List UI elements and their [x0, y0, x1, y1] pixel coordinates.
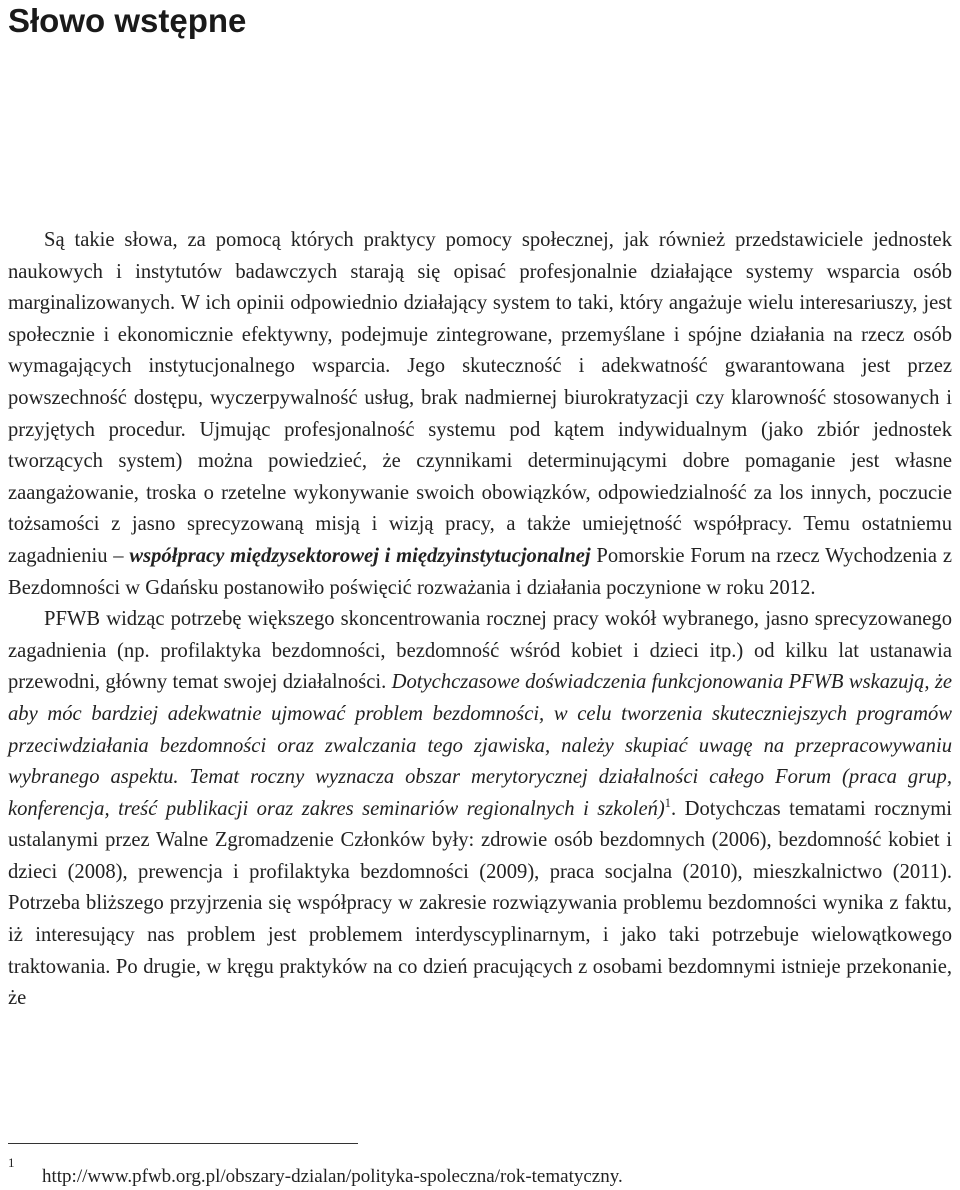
paragraph-1 [8, 225, 952, 604]
paragraph-1-text-b: Pomorskie Forum na rzecz Wychodzenia z Bezdomności w Gdańsku postanowiło poświęcić rozważania i działania poczynione w roku 2012. [8, 544, 952, 599]
paragraph-2-text-a: PFWB widząc potrzebę większego skoncentrowania rocznej pracy wokół wybranego, jasno sprecyzowanego zagadnienia (np. profilaktyka bezdomności, bezdomność wśród kobiet i dzieci itp.) od kilku lat ustanawia przewodni, główny temat swojej działalności. [8, 608, 952, 694]
footnote-link[interactable]: http://www.pfwb.org.pl/obszary-dzialan/polityka-spoleczna/rok-tematyczny. [42, 1166, 623, 1187]
paragraph-1-emphasis: współpracy międzysektorowej i międzyinstytucjonalnej [129, 544, 591, 567]
footnote-reference: 1 [664, 795, 671, 810]
paragraph-2-text-b: . Dotychczas tematami rocznymi ustalanymi przez Walne Zgromadzenie Członków były: zdrowie osób bezdomnych (2006), bezdomność kobiet i dzieci (2008), prewencja i profilaktyka bezdomności (2009), praca socjalna (2010), mieszkalnictwo (2011). Potrzeba bliższego przyjrzenia się współpracy w zakresie rozwiązywania problemu bezdomności wynika z faktu, iż interesujący nas problem jest problemem interdyscyplinarnym, i jako taki potrzebuje wielowątkowego traktowania. Po drugie, w kręgu praktyków na co dzień pracujących z osobami bezdomnymi istnieje przekonanie, że [8, 797, 952, 1010]
body-text [8, 225, 952, 1015]
paragraph-2 [8, 604, 952, 1015]
page-title: Słowo wstępne [8, 2, 247, 39]
paragraph-1-text-a: Są takie słowa, za pomocą których praktycy pomocy społecznej, jak również przedstawiciele jednostek naukowych i instytutów badawczych starają się opisać profesjonalnie działające systemy wsparcia osób marginalizowanych. W ich opinii odpowiednio działający system to taki, który angażuje wielu interesariuszy, jest społecznie i ekonomicznie efektywny, podejmuje zintegrowane, przemyślane i spójne działania na rzecz osób wymagających instytucjonalnego wsparcia. Jego skuteczność i adekwatność gwarantowana jest przez powszechność dostępu, wyczerpywalność usług, brak nadmiernej biurokratyzacji czy klarowność stosowanych i przyjętych procedur. Ujmując profesjonalność systemu pod kątem indywidualnym (jako zbiór jednostek tworzących system) można powiedzieć, że czynnikami determinującymi dobre pomaganie jest własne zaangażowanie, troska o rzetelne wykonywanie swoich obowiązków, odpowiedzialność za los innych, poczucie tożsamości z jasno sprecyzowaną misją i wizją pracy, a także umiejętność współpracy. Temu ostatniemu zagadnieniu – [8, 229, 952, 567]
footnote-number: 1 [8, 1155, 15, 1170]
paragraph-2-italic: Dotychczasowe doświadczenia funkcjonowania PFWB wskazują, że aby móc bardziej adekwatnie ujmować problem bezdomności, w celu tworzenia skuteczniejszych programów przeciwdziałania bezdomności oraz zwalczania tego zjawiska, należy skupiać uwagę na przepracowywaniu wybranego aspektu. Temat roczny wyznacza obszar merytorycznej działalności całego Forum (praca grup, konferencja, treść publikacji oraz zakres seminariów regionalnych i szkoleń) [8, 671, 952, 820]
footnote-divider [8, 1143, 358, 1144]
